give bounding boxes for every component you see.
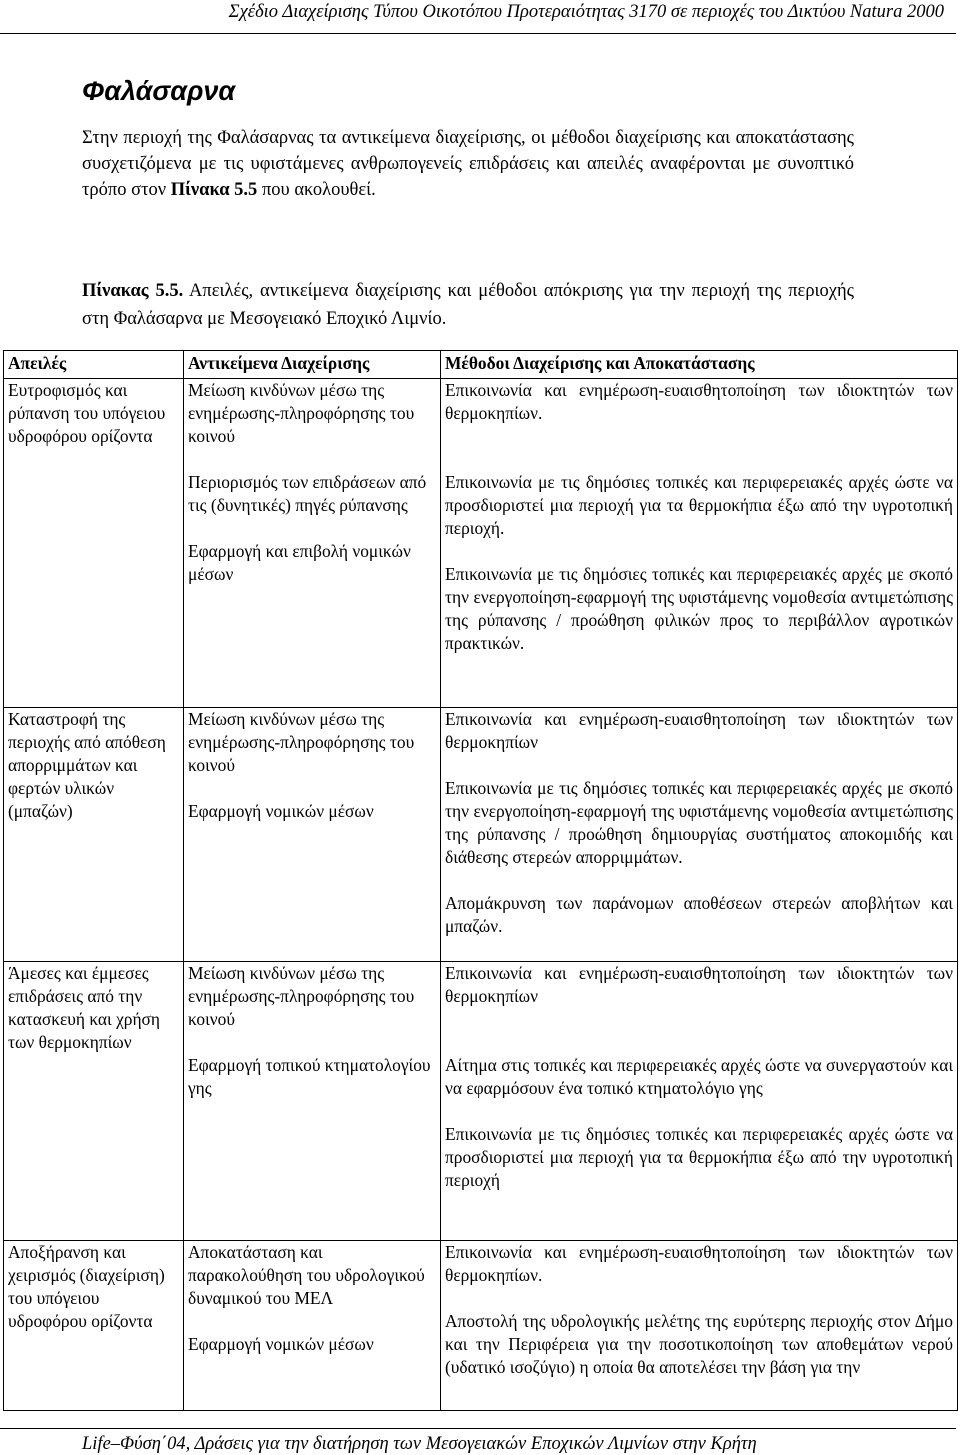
threats-table [3,350,958,1411]
table-row [4,708,958,962]
objective-item: Εφαρμογή νομικών μέσων [188,801,374,821]
page-footer [0,1428,956,1454]
method-item: Επικοινωνία και ενημέρωση-ευαισθητοποίηση των ιδιοκτητών των θερμοκηπίων. [445,1242,953,1285]
table-header-row [4,351,958,379]
method-item: Επικοινωνία και ενημέρωση-ευαισθητοποίηση των ιδιοκτητών των θερμοκηπίων [445,709,953,752]
table-caption-label: Πίνακας 5.5. [82,281,184,301]
objective-item: Εφαρμογή τοπικού κτηματολογίου γης [188,1055,431,1098]
method-item: Επικοινωνία και ενημέρωση-ευαισθητοποίηση των ιδιοκτητών των θερμοκηπίων [445,963,953,1006]
method-item: Απομάκρυνση των παράνομων αποθέσεων στερεών αποβλήτων και μπαζών. [445,893,953,936]
method-item: Αποστολή της υδρολογικής μελέτης της ευρύτερης περιοχής στον Δήμο και την Περιφέρεια για την ποσοτικοποίηση των αποθεμάτων νερού (υδατικό ισοζύγιο) η οποία θα αποτελέσει την βάση για την [445,1311,953,1377]
table-row [4,379,958,708]
threat-cell: Καταστροφή της περιοχής από απόθεση απορριμμάτων και φερτών υλικών (μπαζών) [4,708,184,962]
method-item: Επικοινωνία με τις δημόσιες τοπικές και περιφερειακές αρχές ώστε να προσδιοριστεί μια περιοχή για τα θερμοκήπια έξω από την υγροτοπική περιοχή [445,1124,953,1190]
intro-text: Στην περιοχή της Φαλάσαρνας τα αντικείμενα διαχείρισης, οι μέθοδοι διαχείρισης και αποκατάστασης συσχετιζόμενα με τις υφιστάμενες ανθρωπογενείς επιδράσεις και απειλές αναφέρονται με συνοπτικό τρόπο στον [82,128,854,200]
table-row [4,1241,958,1411]
table-row [4,962,958,1241]
objective-item: Μείωση κινδύνων μέσω της ενημέρωσης-πληροφόρησης του κοινού [188,380,415,446]
page-header [0,0,956,34]
header-title: Σχέδιο Διαχείρισης Τύπου Οικοτόπου Προτεραιότητας 3170 σε περιοχές του Δικτύου Natura 2000 [228,2,944,22]
column-header-methods: Μέθοδοι Διαχείρισης και Αποκατάστασης [441,351,958,379]
column-header-threats: Απειλές [4,351,184,379]
objectives-cell [184,379,441,708]
methods-cell [441,379,958,708]
intro-paragraph [82,125,854,203]
threat-cell: Αποξήρανση και χειρισμός (διαχείριση) του υπόγειου υδροφόρου ορίζοντα [4,1241,184,1411]
method-item: Επικοινωνία με τις δημόσιες τοπικές και περιφερειακές αρχές με σκοπό την ενεργοποίηση-εφαρμογή της υφιστάμενης νομοθεσία αντιμετώπισης της ρύπανσης / προώθηση φιλικών προς το περιβάλλον αγροτικών πρακτικών. [445,564,953,653]
table-caption [82,277,854,333]
methods-cell [441,1241,958,1411]
objective-item: Εφαρμογή νομικών μέσων [188,1334,374,1354]
section-heading: Φαλάσαρνα [82,76,236,106]
intro-text-end: που ακολουθεί. [257,180,376,200]
threat-cell: Άμεσες και έμμεσες επιδράσεις από την κατασκευή και χρήση των θερμοκηπίων [4,962,184,1241]
method-item: Αίτημα στις τοπικές και περιφερειακές αρχές ώστε να συνεργαστούν και να εφαρμόσουν ένα τοπικό κτηματολόγιο γης [445,1055,953,1098]
table-caption-text: Απειλές, αντικείμενα διαχείρισης και μέθοδοι απόκρισης για την περιοχή της περιοχής στη Φαλάσαρνα με Μεσογειακό Εποχικό Λιμνίο. [82,281,854,329]
methods-cell [441,708,958,962]
objective-item: Εφαρμογή και επιβολή νομικών μέσων [188,541,411,584]
method-item: Επικοινωνία με τις δημόσιες τοπικές και περιφερειακές αρχές ώστε να προσδιοριστεί μια περιοχή για τα θερμοκήπια έξω από την υγροτοπική περιοχή. [445,472,953,538]
table-reference-link[interactable]: Πίνακα 5.5 [170,180,258,200]
method-item: Επικοινωνία με τις δημόσιες τοπικές και περιφερειακές αρχές με σκοπό την ενεργοποίηση-εφαρμογή της υφιστάμενης νομοθεσία αντιμετώπισης της ρύπανσης / προώθηση δημιουργίας συστήματος αποκομιδής και διάθεσης στερεών απορριμμάτων. [445,778,953,867]
objective-item: Περιορισμός των επιδράσεων από τις (δυνητικές) πηγές ρύπανσης [188,472,427,515]
methods-cell [441,962,958,1241]
objectives-cell [184,1241,441,1411]
objective-item: Μείωση κινδύνων μέσω της ενημέρωσης-πληροφόρησης του κοινού [188,709,415,775]
column-header-objectives: Αντικείμενα Διαχείρισης [184,351,441,379]
threat-cell: Ευτροφισμός και ρύπανση του υπόγειου υδροφόρου ορίζοντα [4,379,184,708]
footer-text: Life–Φύση΄04, Δράσεις για την διατήρηση των Μεσογειακών Εποχικών Λιμνίων στην Κρήτη [82,1434,757,1454]
method-item: Επικοινωνία και ενημέρωση-ευαισθητοποίηση των ιδιοκτητών των θερμοκηπίων. [445,380,953,423]
objectives-cell [184,708,441,962]
objectives-cell [184,962,441,1241]
objective-item: Μείωση κινδύνων μέσω της ενημέρωσης-πληροφόρησης του κοινού [188,963,415,1029]
objective-item: Αποκατάσταση και παρακολούθηση του υδρολογικού δυναμικού του ΜΕΛ [188,1242,425,1308]
